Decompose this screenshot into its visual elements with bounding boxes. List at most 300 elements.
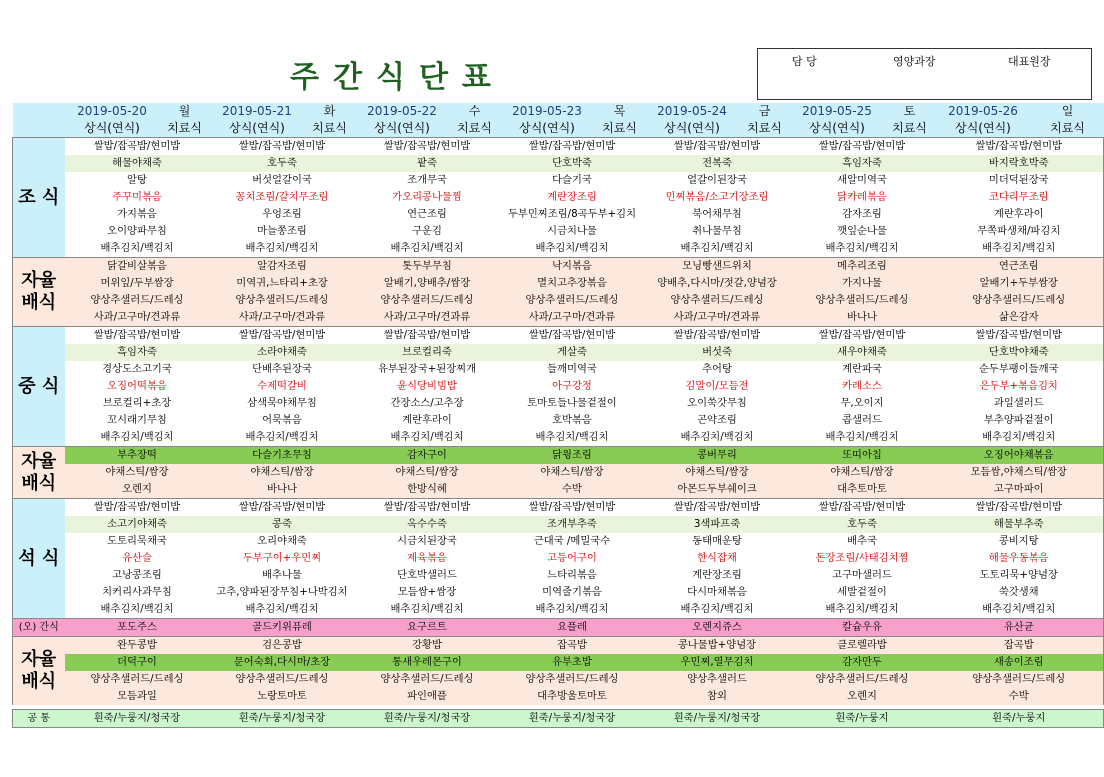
menu-item: 소고기야채죽: [65, 516, 210, 533]
menu-item: 잡곡밥: [935, 637, 1104, 655]
menu-item: 잡곡밥: [500, 637, 645, 655]
menu-item: 쌀밥/잡곡밥/현미밥: [65, 499, 210, 517]
menu-item: 오렌지쥬스: [645, 619, 790, 637]
menu-item: 감자조림: [790, 206, 935, 223]
menu-item: 배추김치/백김치: [790, 240, 935, 258]
menu-row: [13, 327, 1104, 345]
menu-item: 배추김치/백김치: [935, 240, 1104, 258]
menu-row: [13, 189, 1104, 206]
menu-item: 대추토마토: [790, 481, 935, 499]
menu-item: 요플레: [500, 619, 645, 637]
menu-item: 고등어구이: [500, 550, 645, 567]
menu-item: 계란후라이: [935, 206, 1104, 223]
menu-item: 쌀밥/잡곡밥/현미밥: [935, 138, 1104, 156]
menu-item: 윤식당비빔밥: [355, 378, 500, 395]
menu-item: 또띠아칩: [790, 447, 935, 465]
menu-item: 시금치된장국: [355, 533, 500, 550]
menu-item: 야채스틱/쌈장: [790, 464, 935, 481]
menu-item: 쌀밥/잡곡밥/현미밥: [500, 327, 645, 345]
menu-row: [13, 533, 1104, 550]
menu-item: 두부민찌조림/8곡두부+김치: [500, 206, 645, 223]
menu-item: 돈장조림/사태김치찜: [790, 550, 935, 567]
menu-item: 배추김치/백김치: [935, 601, 1104, 619]
menu-row: [13, 550, 1104, 567]
menu-item: 전복죽: [645, 155, 790, 172]
meal-label: 자율 배식: [13, 447, 65, 499]
menu-item: 미역줄기볶음: [500, 584, 645, 601]
menu-item: 양상추샐러드/드레싱: [65, 671, 210, 688]
menu-item: 계란장조림: [645, 567, 790, 584]
menu-item: 배추김치/백김치: [355, 429, 500, 447]
menu-item: 야채스틱/쌈장: [645, 464, 790, 481]
menu-item: 추어탕: [645, 361, 790, 378]
menu-row: [13, 481, 1104, 499]
menu-item: 버섯죽: [645, 344, 790, 361]
menu-item: 제육볶음: [355, 550, 500, 567]
menu-item: 배추김치/백김치: [645, 601, 790, 619]
menu-row: [13, 292, 1104, 309]
diet-type-row: [13, 120, 1104, 138]
date-cell: 2019-05-21: [222, 104, 292, 118]
menu-item: 계란파국: [790, 361, 935, 378]
menu-item: 감자구이: [355, 447, 500, 465]
date-cell: 2019-05-26: [948, 104, 1018, 118]
menu-item: 어묵볶음: [210, 412, 355, 429]
menu-item: 바지락호박죽: [935, 155, 1104, 172]
diet-type-regular: 상식(연식): [374, 121, 430, 135]
menu-item: 쌀밥/잡곡밥/현미밥: [355, 138, 500, 156]
diet-type-therapeutic: 치료식: [602, 121, 637, 135]
menu-item: 배추나물: [210, 567, 355, 584]
menu-item: 닭카레볶음: [790, 189, 935, 206]
menu-item: 쌀밥/잡곡밥/현미밥: [500, 499, 645, 517]
menu-item: 포도주스: [65, 619, 210, 637]
menu-item: 배추김치/백김치: [355, 601, 500, 619]
approval-box: [757, 48, 1092, 100]
menu-item: 양상추샐러드/드레싱: [935, 671, 1104, 688]
menu-item: 배추김치/백김치: [500, 429, 645, 447]
menu-item: 참외: [645, 688, 790, 705]
menu-item: 조개무국: [355, 172, 500, 189]
diet-type-therapeutic: 치료식: [892, 121, 927, 135]
menu-item: 쌀밥/잡곡밥/현미밥: [645, 327, 790, 345]
weekday-cell: 수: [468, 104, 481, 118]
menu-row: [13, 412, 1104, 429]
menu-item: 주꾸미볶음: [65, 189, 210, 206]
menu-item: 양상추샐러드/드레싱: [645, 292, 790, 309]
date-cell: 2019-05-20: [77, 104, 147, 118]
menu-item: 사과/고구마/견과류: [500, 309, 645, 327]
menu-item: 쌀밥/잡곡밥/현미밥: [355, 327, 500, 345]
menu-item: 쌀밥/잡곡밥/현미밥: [500, 138, 645, 156]
menu-row: [13, 395, 1104, 412]
approval-label-director: 대표원장: [1008, 55, 1051, 68]
menu-item: 배추김치/백김치: [210, 601, 355, 619]
menu-item: 오렌지: [790, 688, 935, 705]
corner-cell: [13, 120, 65, 138]
menu-row: [13, 584, 1104, 601]
menu-item: 흰죽/누룽지/청국장: [355, 710, 500, 728]
menu-item: 새송이조림: [935, 654, 1104, 671]
diet-type-therapeutic: 치료식: [1050, 121, 1085, 135]
menu-row: [13, 275, 1104, 292]
menu-item: 가지나물: [790, 275, 935, 292]
menu-item: 우엉조림: [210, 206, 355, 223]
weekday-cell: 금: [758, 104, 771, 118]
menu-item: 조개부추죽: [500, 516, 645, 533]
menu-item: 알배기,양배추/쌈장: [355, 275, 500, 292]
menu-item: 호두죽: [210, 155, 355, 172]
menu-row: [13, 378, 1104, 395]
menu-item: 고구마파이: [935, 481, 1104, 499]
menu-item: 과일샐러드: [935, 395, 1104, 412]
menu-row: [13, 447, 1104, 465]
menu-row: [13, 464, 1104, 481]
menu-item: 동태매운탕: [645, 533, 790, 550]
menu-item: 단배추된장국: [210, 361, 355, 378]
meal-label: 자율 배식: [13, 637, 65, 706]
menu-item: 오이양파무침: [65, 223, 210, 240]
menu-item: 가오리콩나물찜: [355, 189, 500, 206]
menu-item: 머위잎/두부쌈장: [65, 275, 210, 292]
menu-item: 칼슘우유: [790, 619, 935, 637]
menu-item: 쌀밥/잡곡밥/현미밥: [210, 499, 355, 517]
menu-item: 근대국 /메밀국수: [500, 533, 645, 550]
menu-item: 배추김치/백김치: [500, 240, 645, 258]
menu-item: 고낭콩조림: [65, 567, 210, 584]
menu-item: 야채스틱/쌈장: [65, 464, 210, 481]
menu-item: 부추장떡: [65, 447, 210, 465]
menu-item: 토마토들나물겉절이: [500, 395, 645, 412]
menu-item: 사과/고구마/견과류: [355, 309, 500, 327]
menu-item: 사과/고구마/견과류: [210, 309, 355, 327]
menu-item: 양상추샐러드/드레싱: [65, 292, 210, 309]
menu-item: 아몬드두부쉐이크: [645, 481, 790, 499]
menu-item: 모듬과일: [65, 688, 210, 705]
menu-row: [13, 429, 1104, 447]
menu-item: 쌀밥/잡곡밥/현미밥: [210, 327, 355, 345]
meal-label: (오) 간식: [13, 619, 65, 637]
menu-item: 미역귀,느타리+초장: [210, 275, 355, 292]
menu-row: [13, 223, 1104, 240]
menu-item: 쌀밥/잡곡밥/현미밥: [65, 327, 210, 345]
menu-item: 쌀밥/잡곡밥/현미밥: [790, 138, 935, 156]
menu-item: 배추김치/백김치: [210, 240, 355, 258]
date-cell: 2019-05-25: [802, 104, 872, 118]
menu-item: 계란장조림: [500, 189, 645, 206]
menu-item: 흰죽/누룽지/청국장: [500, 710, 645, 728]
menu-item: 배추김치/백김치: [790, 429, 935, 447]
menu-row: [13, 344, 1104, 361]
menu-item: 요구르트: [355, 619, 500, 637]
menu-item: 연근조림: [355, 206, 500, 223]
menu-item: 한식잡채: [645, 550, 790, 567]
menu-item: 쌀밥/잡곡밥/현미밥: [645, 138, 790, 156]
meal-label: 공 통: [13, 710, 65, 728]
date-row: [13, 103, 1104, 120]
menu-item: 메추리조림: [790, 258, 935, 276]
menu-row: [13, 619, 1104, 637]
menu-item: 수박: [935, 688, 1104, 705]
menu-item: 꼬시래기무침: [65, 412, 210, 429]
menu-item: 야채스틱/쌈장: [500, 464, 645, 481]
menu-item: 배추김치/백김치: [645, 240, 790, 258]
menu-item: 멸치고추장볶음: [500, 275, 645, 292]
menu-item: 흰죽/누룽지: [935, 710, 1104, 728]
menu-item: 해물야채죽: [65, 155, 210, 172]
menu-item: 배추김치/백김치: [65, 601, 210, 619]
menu-item: 유부된장국+된장찌개: [355, 361, 500, 378]
menu-item: 문어숙회,다시마/초장: [210, 654, 355, 671]
menu-row: [13, 240, 1104, 258]
menu-item: 카레소스: [790, 378, 935, 395]
menu-item: 도토리묵+양념장: [935, 567, 1104, 584]
menu-item: 콩버무리: [645, 447, 790, 465]
menu-item: 호두죽: [790, 516, 935, 533]
corner-cell: [13, 103, 65, 120]
menu-item: 더덕구이: [65, 654, 210, 671]
menu-item: 오리야채죽: [210, 533, 355, 550]
menu-item: 바나나: [210, 481, 355, 499]
menu-item: 두부구이+우민찌: [210, 550, 355, 567]
menu-item: 순두부팽이들깨국: [935, 361, 1104, 378]
diet-type-therapeutic: 치료식: [457, 121, 492, 135]
menu-item: 브로컬리+초장: [65, 395, 210, 412]
menu-item: 톳두부무침: [355, 258, 500, 276]
menu-item: 경상도소고기국: [65, 361, 210, 378]
menu-item: 모듬쌈,야채스틱/쌈장: [935, 464, 1104, 481]
menu-item: 시금치나물: [500, 223, 645, 240]
menu-item: 배추김치/백김치: [645, 429, 790, 447]
weekday-cell: 화: [323, 104, 336, 118]
menu-item: 배추김치/백김치: [935, 429, 1104, 447]
menu-item: 삶은감자: [935, 309, 1104, 327]
menu-item: 고추,양파된장무침+나박김치: [210, 584, 355, 601]
menu-item: 은두부+볶음김치: [935, 378, 1104, 395]
menu-item: 배추김치/백김치: [65, 240, 210, 258]
menu-item: 양상추샐러드/드레싱: [210, 671, 355, 688]
menu-item: 쌀밥/잡곡밥/현미밥: [355, 499, 500, 517]
menu-item: 배추김치/백김치: [500, 601, 645, 619]
menu-item: 흰죽/누룽지: [790, 710, 935, 728]
menu-item: 양상추샐러드: [645, 671, 790, 688]
menu-item: 배추김치/백김치: [210, 429, 355, 447]
menu-item: 배추김치/백김치: [355, 240, 500, 258]
weekday-cell: 토: [903, 104, 916, 118]
menu-item: 계란후라이: [355, 412, 500, 429]
menu-item: 고구마샐러드: [790, 567, 935, 584]
menu-item: 양배추,다시마/젓갈,양념장: [645, 275, 790, 292]
menu-item: 마늘쫑조림: [210, 223, 355, 240]
approval-label-nutrition-head: 영양과장: [893, 55, 936, 68]
menu-item: 쌀밥/잡곡밥/현미밥: [210, 138, 355, 156]
menu-item: 수박: [500, 481, 645, 499]
menu-item: 들깨미역국: [500, 361, 645, 378]
menu-item: 감자만두: [790, 654, 935, 671]
menu-item: 쑥갓생채: [935, 584, 1104, 601]
menu-item: 야채스틱/쌈장: [355, 464, 500, 481]
menu-item: 배추김치/백김치: [790, 601, 935, 619]
menu-item: 단호박죽: [500, 155, 645, 172]
menu-item: 양상추샐러드/드레싱: [500, 671, 645, 688]
menu-item: 알감자조림: [210, 258, 355, 276]
menu-item: 유산균: [935, 619, 1104, 637]
menu-item: 북어채무침: [645, 206, 790, 223]
menu-item: 오이쑥갓무침: [645, 395, 790, 412]
menu-item: 검은콩밥: [210, 637, 355, 655]
menu-item: 야채스틱/쌈장: [210, 464, 355, 481]
menu-item: 쌀밥/잡곡밥/현미밥: [790, 327, 935, 345]
menu-row: [13, 361, 1104, 378]
menu-item: 양상추샐러드/드레싱: [790, 292, 935, 309]
menu-row: [13, 499, 1104, 517]
menu-item: 코다리무조림: [935, 189, 1104, 206]
menu-item: 우민찌,열무김치: [645, 654, 790, 671]
menu-item: 클로렐라밥: [790, 637, 935, 655]
diet-type-regular: 상식(연식): [519, 121, 575, 135]
menu-item: 김말이/모듬전: [645, 378, 790, 395]
menu-item: 쌀밥/잡곡밥/현미밥: [935, 499, 1104, 517]
menu-item: 흰죽/누룽지/청국장: [210, 710, 355, 728]
menu-item: 양상추샐러드/드레싱: [210, 292, 355, 309]
menu-item: 사과/고구마/견과류: [645, 309, 790, 327]
menu-item: 얼갈이된장국: [645, 172, 790, 189]
menu-item: 유부초밥: [500, 654, 645, 671]
meal-label: 석 식: [13, 499, 65, 619]
menu-item: 간장소스/고추장: [355, 395, 500, 412]
page-title: 주간식단표: [290, 60, 505, 95]
menu-item: 흰죽/누룽지/청국장: [65, 710, 210, 728]
menu-item: 치커리사과무침: [65, 584, 210, 601]
menu-item: 부추양파겉절이: [935, 412, 1104, 429]
menu-row: [13, 309, 1104, 327]
diet-type-therapeutic: 치료식: [167, 121, 202, 135]
menu-item: 골드키위퓨레: [210, 619, 355, 637]
menu-item: 게살죽: [500, 344, 645, 361]
menu-item: 단호박샐러드: [355, 567, 500, 584]
menu-row: [13, 138, 1104, 156]
menu-item: 소라야채죽: [210, 344, 355, 361]
menu-item: 오렌지: [65, 481, 210, 499]
menu-item: 모닝빵샌드위치: [645, 258, 790, 276]
menu-item: 완두콩밥: [65, 637, 210, 655]
menu-item: 통새우레몬구이: [355, 654, 500, 671]
menu-item: 새우야채죽: [790, 344, 935, 361]
menu-item: 아구강정: [500, 378, 645, 395]
menu-row: [13, 172, 1104, 189]
menu-item: 오징어야채볶음: [935, 447, 1104, 465]
menu-item: 대추방울토마토: [500, 688, 645, 705]
menu-item: 쌀밥/잡곡밥/현미밥: [790, 499, 935, 517]
meal-label: 조 식: [13, 138, 65, 258]
date-cell: 2019-05-23: [512, 104, 582, 118]
weekday-cell: 목: [613, 104, 626, 118]
menu-item: 다시마채볶음: [645, 584, 790, 601]
menu-item: 구운김: [355, 223, 500, 240]
menu-item: 흑임자죽: [65, 344, 210, 361]
menu-row: [13, 637, 1104, 655]
diet-type-regular: 상식(연식): [664, 121, 720, 135]
menu-item: 취나물무침: [645, 223, 790, 240]
menu-item: 유산슬: [65, 550, 210, 567]
menu-row: [13, 516, 1104, 533]
menu-item: 양상추샐러드/드레싱: [500, 292, 645, 309]
menu-item: 곤약조림: [645, 412, 790, 429]
menu-item: 미더덕된장국: [935, 172, 1104, 189]
date-cell: 2019-05-22: [367, 104, 437, 118]
menu-item: 가지볶음: [65, 206, 210, 223]
menu-item: 꽁치조림/갈치무조림: [210, 189, 355, 206]
menu-row: [13, 601, 1104, 619]
menu-item: 느타리볶음: [500, 567, 645, 584]
menu-row: [13, 654, 1104, 671]
menu-item: 도토리묵채국: [65, 533, 210, 550]
diet-type-regular: 상식(연식): [955, 121, 1011, 135]
menu-item: 콩비지탕: [935, 533, 1104, 550]
menu-item: 닭윙조림: [500, 447, 645, 465]
menu-item: 해물부추죽: [935, 516, 1104, 533]
diet-type-regular: 상식(연식): [809, 121, 865, 135]
menu-item: 쌀밥/잡곡밥/현미밥: [935, 327, 1104, 345]
menu-item: 강황밥: [355, 637, 500, 655]
menu-item: 3색파프죽: [645, 516, 790, 533]
menu-item: 양상추샐러드/드레싱: [355, 292, 500, 309]
menu-row: [13, 567, 1104, 584]
menu-item: 무쪽파생채/파김치: [935, 223, 1104, 240]
menu-item: 단호박야채죽: [935, 344, 1104, 361]
menu-item: 쌀밥/잡곡밥/현미밥: [65, 138, 210, 156]
menu-row: [13, 710, 1104, 728]
menu-item: 쌀밥/잡곡밥/현미밥: [645, 499, 790, 517]
menu-item: 파인애플: [355, 688, 500, 705]
menu-item: 깻잎순나물: [790, 223, 935, 240]
menu-item: 흑임자죽: [790, 155, 935, 172]
menu-item: 알탕: [65, 172, 210, 189]
menu-row: [13, 671, 1104, 688]
menu-row: [13, 258, 1104, 276]
menu-item: 한방식혜: [355, 481, 500, 499]
diet-type-therapeutic: 치료식: [747, 121, 782, 135]
meal-label: 중 식: [13, 327, 65, 447]
date-cell: 2019-05-24: [657, 104, 727, 118]
menu-item: 양상추샐러드/드레싱: [355, 671, 500, 688]
menu-item: 다슬기초무침: [210, 447, 355, 465]
menu-item: 배추국: [790, 533, 935, 550]
menu-row: [13, 688, 1104, 705]
menu-item: 콩나물밥+양념장: [645, 637, 790, 655]
menu-item: 모듬쌈+쌈장: [355, 584, 500, 601]
approval-label-manager: 담 당: [792, 55, 817, 68]
menu-item: 사과/고구마/견과류: [65, 309, 210, 327]
weekday-cell: 일: [1061, 104, 1074, 118]
menu-item: 배추김치/백김치: [65, 429, 210, 447]
menu-item: 수제떡갈비: [210, 378, 355, 395]
menu-item: 연근조림: [935, 258, 1104, 276]
menu-item: 새알미역국: [790, 172, 935, 189]
menu-item: 무,오이지: [790, 395, 935, 412]
diet-type-regular: 상식(연식): [84, 121, 140, 135]
diet-type-therapeutic: 치료식: [312, 121, 347, 135]
menu-item: 흰죽/누룽지/청국장: [645, 710, 790, 728]
diet-type-regular: 상식(연식): [229, 121, 285, 135]
meal-label: 자율 배식: [13, 258, 65, 327]
menu-item: 알배기+두부쌈장: [935, 275, 1104, 292]
menu-item: 삼색묵야채무침: [210, 395, 355, 412]
menu-item: 해물우동볶음: [935, 550, 1104, 567]
menu-item: 낙지볶음: [500, 258, 645, 276]
menu-item: 바나나: [790, 309, 935, 327]
menu-item: 다슬기국: [500, 172, 645, 189]
